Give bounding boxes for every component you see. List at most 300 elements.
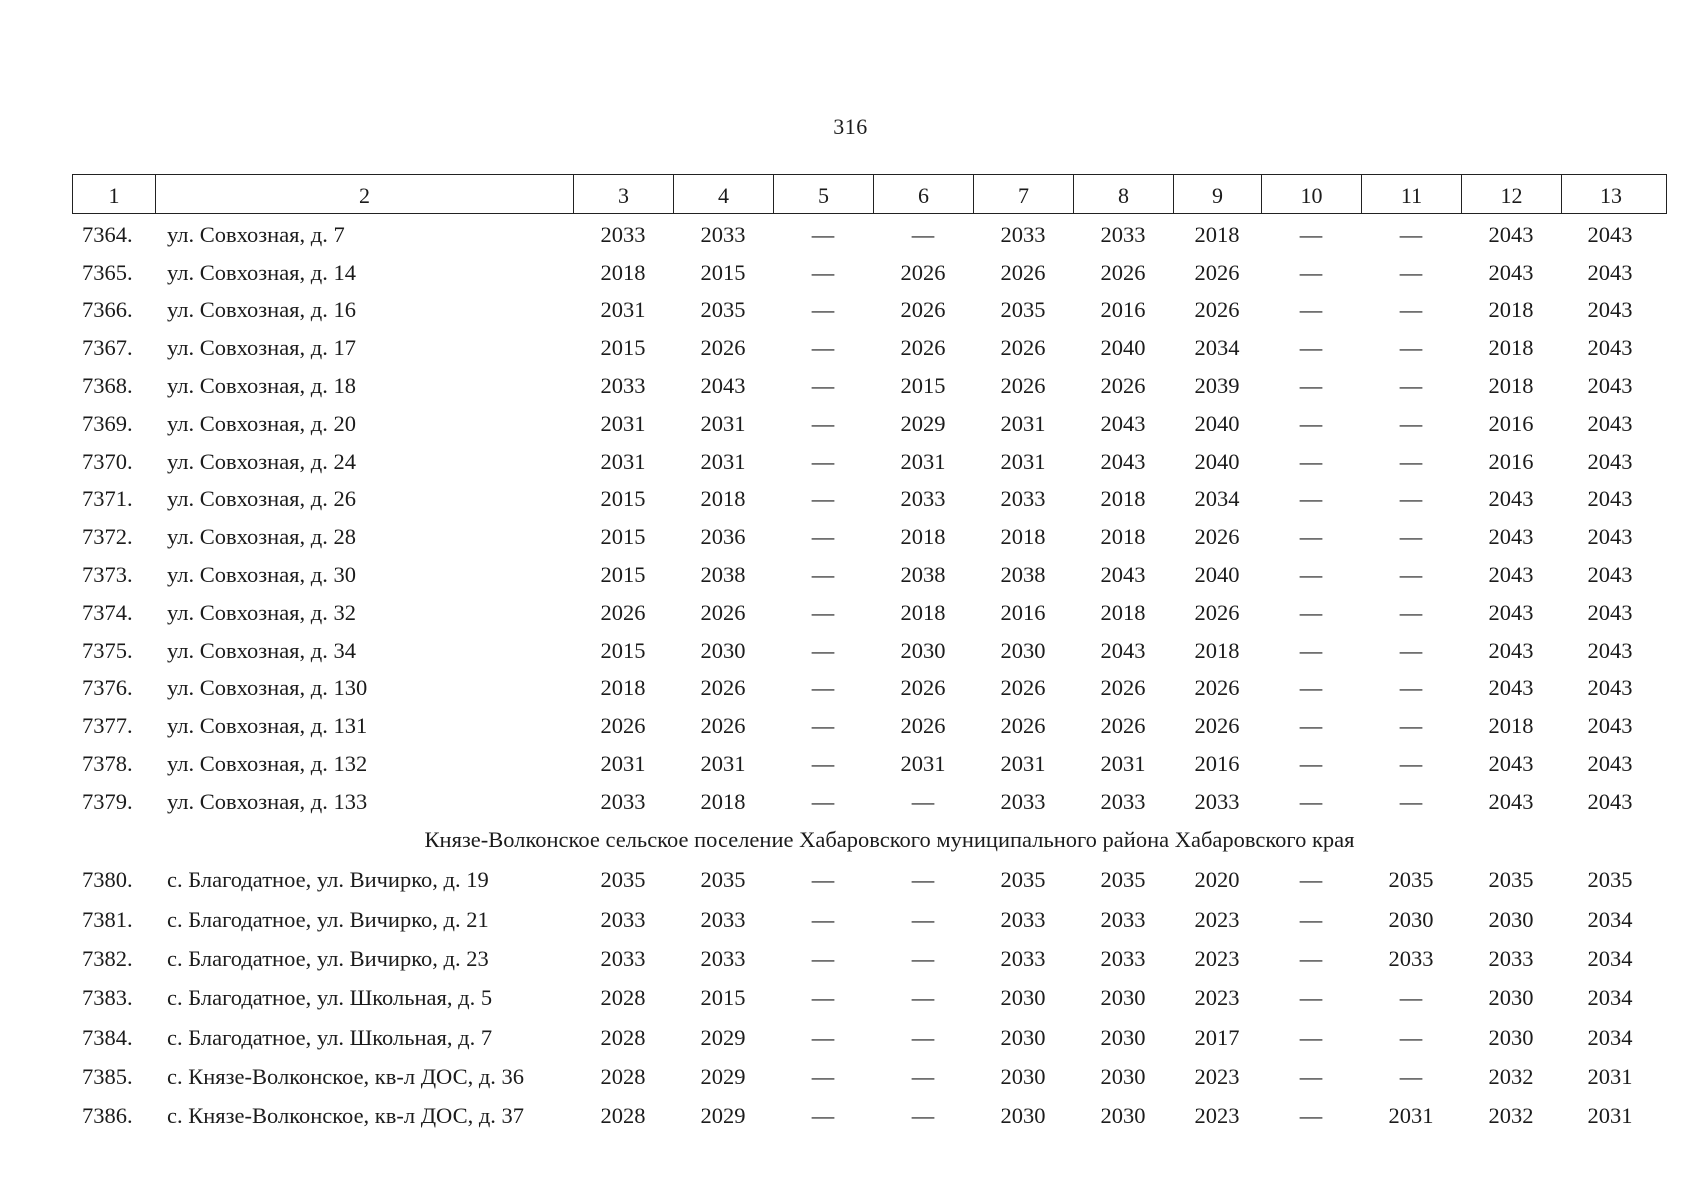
cell-col-3: 2028	[600, 1024, 646, 1050]
table-row	[72, 329, 1667, 367]
cell-col-10: —	[1299, 1024, 1323, 1050]
cell-col-10: —	[1299, 867, 1323, 893]
cell-col-9: 2034	[1194, 335, 1240, 361]
section-heading: Князе-Волконское сельское поселение Хабаровского муниципального района Хабаровского края	[424, 826, 1355, 852]
cell-col-6: 2031	[900, 448, 946, 474]
cell-col-3: 2033	[600, 906, 646, 932]
cell-col-5: —	[811, 410, 835, 436]
cell-col-6: 2033	[900, 486, 946, 512]
cell-col-5: —	[811, 562, 835, 588]
cell-col-9: 2026	[1194, 713, 1240, 739]
cell-col-3: 2018	[600, 259, 646, 285]
cell-col-13: 2043	[1587, 562, 1633, 588]
cell-col-10: —	[1299, 637, 1323, 663]
cell-col-12: 2043	[1488, 221, 1534, 247]
cell-col-12: 2043	[1488, 751, 1534, 777]
cell-row-number: 7370.	[82, 448, 133, 474]
cell-col-12: 2035	[1488, 867, 1534, 893]
cell-col-5: —	[811, 599, 835, 625]
cell-col-4: 2029	[700, 1103, 746, 1129]
cell-col-10: —	[1299, 297, 1323, 323]
cell-col-13: 2043	[1587, 788, 1633, 814]
cell-col-7: 2026	[1000, 335, 1046, 361]
cell-col-7: 2033	[1000, 945, 1046, 971]
cell-col-13: 2043	[1587, 297, 1633, 323]
cell-col-13: 2043	[1587, 335, 1633, 361]
table-row	[72, 216, 1667, 254]
cell-col-3: 2033	[600, 945, 646, 971]
cell-col-8: 2030	[1100, 1063, 1146, 1089]
cell-address: ул. Совхозная, д. 130	[167, 675, 368, 701]
cell-col-11: —	[1399, 637, 1423, 663]
cell-col-13: 2035	[1587, 867, 1633, 893]
cell-col-7: 2031	[1000, 448, 1046, 474]
cell-col-8: 2026	[1100, 259, 1146, 285]
cell-address: ул. Совхозная, д. 133	[167, 788, 368, 814]
cell-address: ул. Совхозная, д. 32	[167, 599, 356, 625]
cell-col-9: 2018	[1194, 637, 1240, 663]
cell-col-9: 2039	[1194, 373, 1240, 399]
cell-col-4: 2026	[700, 713, 746, 739]
cell-col-4: 2033	[700, 945, 746, 971]
cell-col-8: 2026	[1100, 373, 1146, 399]
cell-col-7: 2026	[1000, 713, 1046, 739]
cell-col-12: 2018	[1488, 713, 1534, 739]
cell-col-3: 2033	[600, 373, 646, 399]
cell-col-11: 2031	[1388, 1103, 1434, 1129]
cell-col-6: 2030	[900, 637, 946, 663]
cell-col-3: 2015	[600, 524, 646, 550]
cell-row-number: 7380.	[82, 867, 133, 893]
cell-col-8: 2040	[1100, 335, 1146, 361]
table-row	[72, 783, 1667, 821]
cell-col-4: 2033	[700, 906, 746, 932]
table-header-row	[72, 174, 1667, 214]
cell-col-4: 2015	[700, 985, 746, 1011]
cell-address: ул. Совхозная, д. 16	[167, 297, 356, 323]
column-header-6: 6	[874, 175, 974, 213]
cell-address: ул. Совхозная, д. 30	[167, 562, 356, 588]
cell-col-6: 2026	[900, 259, 946, 285]
cell-col-6: 2031	[900, 751, 946, 777]
cell-address: ул. Совхозная, д. 24	[167, 448, 356, 474]
page-number: 316	[833, 114, 868, 139]
cell-col-5: —	[811, 985, 835, 1011]
cell-col-10: —	[1299, 259, 1323, 285]
table-row	[72, 1097, 1667, 1136]
column-header-13: 13	[1600, 183, 1622, 208]
cell-col-11: —	[1399, 448, 1423, 474]
table-row	[72, 594, 1667, 632]
table-row	[72, 900, 1667, 939]
cell-col-13: 2043	[1587, 373, 1633, 399]
cell-col-3: 2015	[600, 486, 646, 512]
cell-col-7: 2026	[1000, 259, 1046, 285]
cell-col-6: —	[911, 1063, 935, 1089]
cell-col-4: 2018	[700, 788, 746, 814]
cell-col-13: 2043	[1587, 675, 1633, 701]
cell-col-4: 2033	[700, 221, 746, 247]
cell-col-9: 2018	[1194, 221, 1240, 247]
cell-col-13: 2043	[1587, 259, 1633, 285]
cell-col-12: 2030	[1488, 985, 1534, 1011]
cell-row-number: 7367.	[82, 335, 133, 361]
cell-row-number: 7377.	[82, 713, 133, 739]
cell-col-7: 2026	[1000, 373, 1046, 399]
cell-address: с. Благодатное, ул. Вичирко, д. 21	[167, 906, 489, 932]
table-row	[72, 481, 1667, 519]
cell-col-6: —	[911, 906, 935, 932]
cell-col-4: 2026	[700, 335, 746, 361]
cell-col-12: 2032	[1488, 1103, 1534, 1129]
cell-col-12: 2043	[1488, 562, 1534, 588]
cell-col-3: 2031	[600, 297, 646, 323]
cell-col-4: 2018	[700, 486, 746, 512]
table-row	[72, 367, 1667, 405]
cell-col-9: 2026	[1194, 297, 1240, 323]
cell-col-13: 2043	[1587, 599, 1633, 625]
cell-row-number: 7384.	[82, 1024, 133, 1050]
cell-col-8: 2031	[1100, 751, 1146, 777]
cell-col-6: 2029	[900, 410, 946, 436]
cell-col-10: —	[1299, 373, 1323, 399]
table-row	[72, 556, 1667, 594]
cell-col-7: 2030	[1000, 1103, 1046, 1129]
cell-col-10: —	[1299, 448, 1323, 474]
table-row	[72, 939, 1667, 978]
cell-col-4: 2029	[700, 1063, 746, 1089]
cell-col-11: —	[1399, 486, 1423, 512]
cell-col-7: 2035	[1000, 297, 1046, 323]
cell-col-9: 2023	[1194, 945, 1240, 971]
cell-col-6: 2026	[900, 713, 946, 739]
column-header-5: 5	[774, 175, 874, 213]
cell-col-4: 2031	[700, 751, 746, 777]
column-header-7: 7	[974, 175, 1074, 213]
cell-col-7: 2031	[1000, 751, 1046, 777]
cell-col-11: 2030	[1388, 906, 1434, 932]
cell-col-13: 2031	[1587, 1103, 1633, 1129]
cell-col-10: —	[1299, 335, 1323, 361]
column-header-12: 12	[1462, 175, 1562, 213]
cell-col-6: —	[911, 221, 935, 247]
cell-col-9: 2040	[1194, 562, 1240, 588]
cell-col-13: 2034	[1587, 945, 1633, 971]
cell-address: ул. Совхозная, д. 131	[167, 713, 368, 739]
cell-col-10: —	[1299, 221, 1323, 247]
cell-col-11: —	[1399, 410, 1423, 436]
cell-col-13: 2043	[1587, 524, 1633, 550]
cell-row-number: 7374.	[82, 599, 133, 625]
cell-col-11: —	[1399, 221, 1423, 247]
cell-col-10: —	[1299, 599, 1323, 625]
cell-col-3: 2028	[600, 985, 646, 1011]
cell-col-5: —	[811, 486, 835, 512]
cell-col-6: 2026	[900, 335, 946, 361]
cell-col-3: 2015	[600, 562, 646, 588]
cell-row-number: 7376.	[82, 675, 133, 701]
cell-col-12: 2043	[1488, 788, 1534, 814]
table-row	[72, 254, 1667, 292]
cell-address: ул. Совхозная, д. 28	[167, 524, 356, 550]
cell-col-9: 2023	[1194, 1103, 1240, 1129]
cell-col-3: 2028	[600, 1063, 646, 1089]
cell-col-6: 2026	[900, 675, 946, 701]
cell-col-3: 2031	[600, 448, 646, 474]
cell-col-5: —	[811, 1063, 835, 1089]
cell-col-5: —	[811, 751, 835, 777]
cell-col-9: 2026	[1194, 599, 1240, 625]
cell-col-4: 2035	[700, 297, 746, 323]
cell-col-5: —	[811, 675, 835, 701]
cell-col-8: 2030	[1100, 985, 1146, 1011]
cell-col-13: 2043	[1587, 448, 1633, 474]
cell-col-5: —	[811, 788, 835, 814]
cell-col-12: 2043	[1488, 524, 1534, 550]
cell-col-8: 2043	[1100, 562, 1146, 588]
cell-col-7: 2030	[1000, 1024, 1046, 1050]
cell-col-3: 2033	[600, 221, 646, 247]
table-row	[72, 632, 1667, 670]
cell-address: с. Благодатное, ул. Вичирко, д. 19	[167, 867, 489, 893]
cell-col-5: —	[811, 524, 835, 550]
cell-col-5: —	[811, 1024, 835, 1050]
cell-col-11: 2033	[1388, 945, 1434, 971]
cell-col-4: 2035	[700, 867, 746, 893]
cell-col-7: 2030	[1000, 985, 1046, 1011]
cell-col-13: 2043	[1587, 221, 1633, 247]
cell-col-6: 2026	[900, 297, 946, 323]
cell-col-12: 2043	[1488, 599, 1534, 625]
cell-col-9: 2023	[1194, 985, 1240, 1011]
cell-col-10: —	[1299, 1103, 1323, 1129]
cell-col-13: 2031	[1587, 1063, 1633, 1089]
cell-col-4: 2030	[700, 637, 746, 663]
table-row	[72, 979, 1667, 1018]
cell-col-3: 2015	[600, 335, 646, 361]
column-header-11: 11	[1362, 175, 1462, 213]
cell-col-7: 2033	[1000, 221, 1046, 247]
cell-row-number: 7368.	[82, 373, 133, 399]
cell-col-8: 2035	[1100, 867, 1146, 893]
cell-col-10: —	[1299, 486, 1323, 512]
cell-col-7: 2038	[1000, 562, 1046, 588]
cell-col-3: 2015	[600, 637, 646, 663]
cell-col-8: 2043	[1100, 410, 1146, 436]
cell-col-3: 2035	[600, 867, 646, 893]
cell-col-9: 2040	[1194, 410, 1240, 436]
cell-col-5: —	[811, 906, 835, 932]
cell-col-10: —	[1299, 1063, 1323, 1089]
cell-col-6: —	[911, 985, 935, 1011]
cell-col-13: 2043	[1587, 486, 1633, 512]
cell-col-4: 2031	[700, 448, 746, 474]
cell-col-9: 2040	[1194, 448, 1240, 474]
cell-address: с. Благодатное, ул. Школьная, д. 5	[167, 985, 493, 1011]
cell-col-5: —	[811, 297, 835, 323]
column-header-4: 4	[674, 175, 774, 213]
cell-col-13: 2034	[1587, 1024, 1633, 1050]
cell-address: с. Князе-Волконское, кв-л ДОС, д. 36	[167, 1063, 525, 1089]
cell-col-7: 2031	[1000, 410, 1046, 436]
cell-col-3: 2026	[600, 599, 646, 625]
cell-col-6: —	[911, 867, 935, 893]
cell-col-13: 2043	[1587, 713, 1633, 739]
cell-col-3: 2031	[600, 410, 646, 436]
cell-row-number: 7372.	[82, 524, 133, 550]
cell-row-number: 7369.	[82, 410, 133, 436]
cell-row-number: 7366.	[82, 297, 133, 323]
cell-row-number: 7383.	[82, 985, 133, 1011]
cell-col-11: —	[1399, 751, 1423, 777]
table-row	[72, 1018, 1667, 1057]
cell-col-8: 2018	[1100, 486, 1146, 512]
cell-col-9: 2033	[1194, 788, 1240, 814]
cell-address: ул. Совхозная, д. 18	[167, 373, 356, 399]
cell-col-10: —	[1299, 675, 1323, 701]
cell-col-3: 2018	[600, 675, 646, 701]
cell-row-number: 7375.	[82, 637, 133, 663]
cell-col-8: 2030	[1100, 1103, 1146, 1129]
cell-col-12: 2043	[1488, 675, 1534, 701]
cell-col-11: —	[1399, 373, 1423, 399]
cell-col-8: 2016	[1100, 297, 1146, 323]
cell-col-9: 2023	[1194, 906, 1240, 932]
cell-col-9: 2026	[1194, 259, 1240, 285]
column-header-3: 3	[574, 175, 674, 213]
cell-col-3: 2026	[600, 713, 646, 739]
table-body-section-1	[72, 216, 1667, 821]
cell-col-7: 2016	[1000, 599, 1046, 625]
cell-col-12: 2018	[1488, 297, 1534, 323]
cell-col-4: 2036	[700, 524, 746, 550]
cell-col-4: 2015	[700, 259, 746, 285]
table-body-section-2	[72, 861, 1667, 1136]
cell-col-8: 2033	[1100, 945, 1146, 971]
cell-address: ул. Совхозная, д. 7	[167, 221, 345, 247]
cell-col-7: 2026	[1000, 675, 1046, 701]
table-row	[72, 405, 1667, 443]
cell-col-6: 2018	[900, 524, 946, 550]
cell-col-8: 2043	[1100, 637, 1146, 663]
cell-col-7: 2033	[1000, 788, 1046, 814]
cell-col-11: —	[1399, 1024, 1423, 1050]
cell-col-6: 2015	[900, 373, 946, 399]
cell-address: ул. Совхозная, д. 20	[167, 410, 356, 436]
cell-col-6: —	[911, 788, 935, 814]
cell-col-12: 2016	[1488, 410, 1534, 436]
cell-col-5: —	[811, 448, 835, 474]
cell-col-13: 2034	[1587, 985, 1633, 1011]
table-row	[72, 707, 1667, 745]
column-header-10: 10	[1262, 175, 1362, 213]
data-table	[72, 174, 1667, 1136]
cell-col-12: 2043	[1488, 637, 1534, 663]
cell-col-8: 2026	[1100, 713, 1146, 739]
cell-col-10: —	[1299, 985, 1323, 1011]
cell-col-7: 2030	[1000, 637, 1046, 663]
cell-col-5: —	[811, 1103, 835, 1129]
table-row	[72, 518, 1667, 556]
cell-col-9: 2026	[1194, 675, 1240, 701]
cell-col-8: 2026	[1100, 675, 1146, 701]
cell-col-11: —	[1399, 562, 1423, 588]
cell-col-10: —	[1299, 788, 1323, 814]
cell-col-13: 2034	[1587, 906, 1633, 932]
cell-col-5: —	[811, 373, 835, 399]
cell-address: ул. Совхозная, д. 34	[167, 637, 356, 663]
cell-col-12: 2018	[1488, 373, 1534, 399]
cell-row-number: 7386.	[82, 1103, 133, 1129]
table-row	[72, 670, 1667, 708]
cell-row-number: 7378.	[82, 751, 133, 777]
cell-address: ул. Совхозная, д. 17	[167, 335, 356, 361]
cell-col-7: 2033	[1000, 906, 1046, 932]
cell-col-4: 2038	[700, 562, 746, 588]
cell-col-10: —	[1299, 410, 1323, 436]
cell-col-9: 2026	[1194, 524, 1240, 550]
cell-col-5: —	[811, 945, 835, 971]
cell-col-9: 2023	[1194, 1063, 1240, 1089]
cell-col-9: 2017	[1194, 1024, 1240, 1050]
cell-col-13: 2043	[1587, 637, 1633, 663]
table-row	[72, 1057, 1667, 1096]
table-row	[72, 292, 1667, 330]
table-row	[72, 745, 1667, 783]
cell-col-5: —	[811, 335, 835, 361]
cell-col-8: 2043	[1100, 448, 1146, 474]
cell-col-3: 2031	[600, 751, 646, 777]
cell-col-10: —	[1299, 713, 1323, 739]
cell-col-5: —	[811, 259, 835, 285]
cell-col-9: 2016	[1194, 751, 1240, 777]
cell-row-number: 7364.	[82, 221, 133, 247]
cell-col-8: 2018	[1100, 599, 1146, 625]
cell-col-12: 2043	[1488, 259, 1534, 285]
cell-col-9: 2034	[1194, 486, 1240, 512]
cell-col-4: 2029	[700, 1024, 746, 1050]
cell-row-number: 7381.	[82, 906, 133, 932]
cell-row-number: 7371.	[82, 486, 133, 512]
cell-row-number: 7373.	[82, 562, 133, 588]
cell-col-11: —	[1399, 335, 1423, 361]
cell-col-10: —	[1299, 945, 1323, 971]
cell-col-8: 2033	[1100, 788, 1146, 814]
cell-col-12: 2016	[1488, 448, 1534, 474]
table-row	[72, 861, 1667, 900]
cell-col-6: 2018	[900, 599, 946, 625]
cell-col-12: 2018	[1488, 335, 1534, 361]
cell-col-4: 2043	[700, 373, 746, 399]
cell-address: с. Князе-Волконское, кв-л ДОС, д. 37	[167, 1103, 525, 1129]
column-header-8: 8	[1074, 175, 1174, 213]
cell-col-8: 2033	[1100, 221, 1146, 247]
cell-col-4: 2026	[700, 675, 746, 701]
cell-col-11: —	[1399, 599, 1423, 625]
cell-col-9: 2020	[1194, 867, 1240, 893]
cell-col-11: —	[1399, 524, 1423, 550]
cell-address: с. Благодатное, ул. Школьная, д. 7	[167, 1024, 493, 1050]
cell-col-3: 2033	[600, 788, 646, 814]
cell-col-6: —	[911, 1103, 935, 1129]
cell-col-11: —	[1399, 675, 1423, 701]
cell-row-number: 7379.	[82, 788, 133, 814]
cell-row-number: 7385.	[82, 1063, 133, 1089]
cell-col-12: 2030	[1488, 906, 1534, 932]
cell-row-number: 7382.	[82, 945, 133, 971]
cell-col-8: 2018	[1100, 524, 1146, 550]
cell-col-10: —	[1299, 524, 1323, 550]
